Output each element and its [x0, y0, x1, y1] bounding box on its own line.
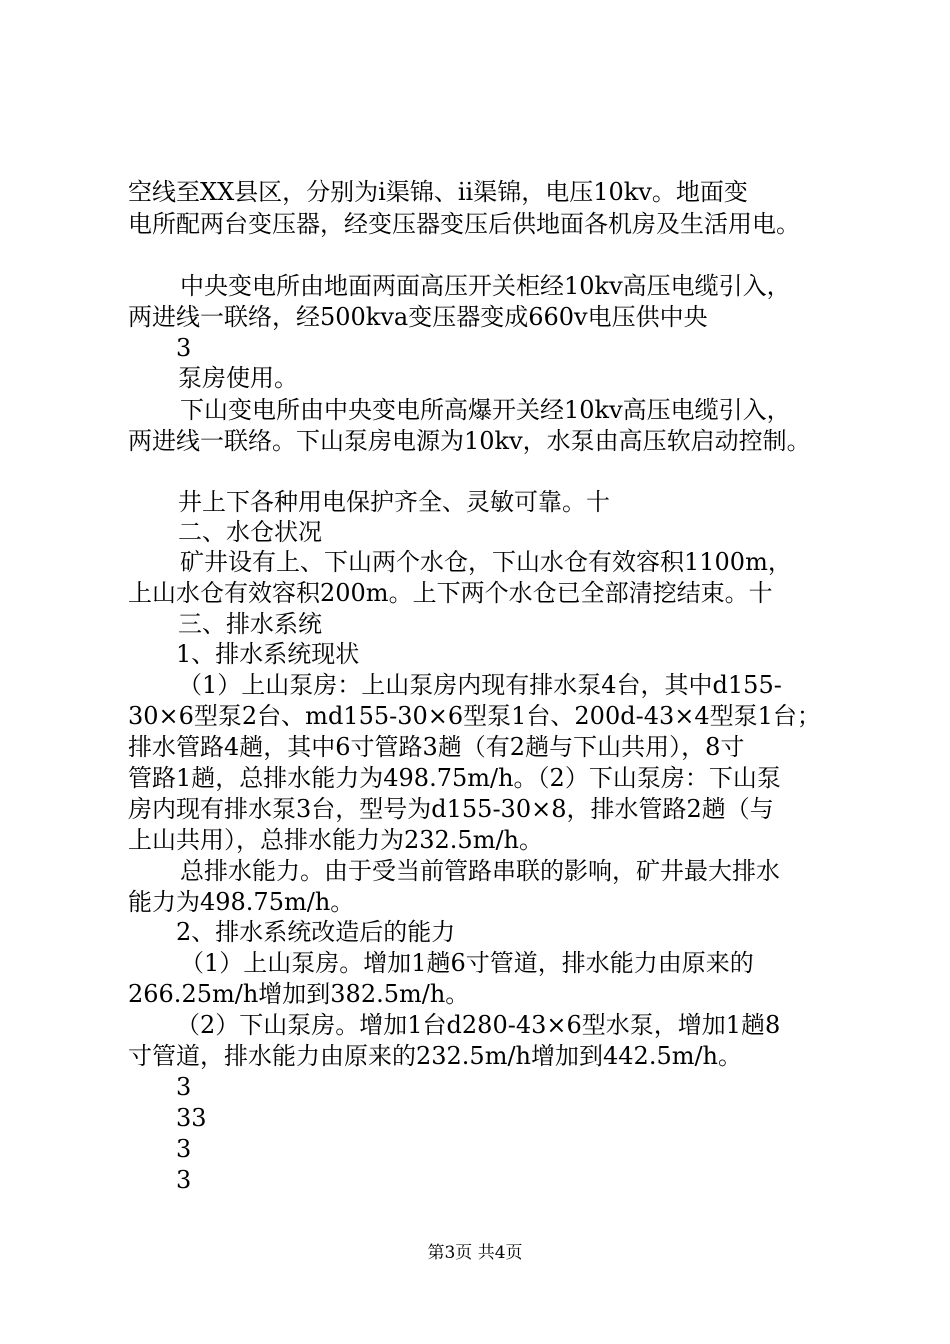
text-line: 3	[176, 1166, 192, 1194]
text-line: 3	[176, 334, 192, 362]
text-line: （1）上山泵房：上山泵房内现有排水泵4台，其中d155-	[178, 671, 782, 699]
section-heading: 三、排水系统	[178, 610, 322, 638]
text-line: 中央变电所由地面两面高压开关柜经10kv高压电缆引入，	[180, 272, 791, 300]
text-line: 两进线一联络。下山泵房电源为10kv，水泵由高压软启动控制。	[128, 427, 811, 455]
text-line: 两进线一联络，经500kva变压器变成660v电压供中央	[128, 303, 708, 331]
text-line: 3	[176, 1135, 192, 1163]
text-line: 30×6型泵2台、md155-30×6型泵1台、200d-43×4型泵1台；	[128, 702, 821, 730]
text-line: 总排水能力。由于受当前管路串联的影响，矿井最大排水	[180, 857, 780, 885]
text-line: 井上下各种用电保护齐全、灵敏可靠。十	[178, 488, 610, 516]
text-line: 空线至XX县区，分别为i渠锦、ii渠锦，电压10kv。地面变	[128, 178, 748, 206]
text-line: 33	[176, 1104, 207, 1132]
text-line: 管路1趟，总排水能力为498.75m/h。（2）下山泵房：下山泵	[128, 764, 781, 792]
text-line: 上山水仓有效容积200m。上下两个水仓已全部清挖结束。十	[128, 579, 773, 607]
text-line: 泵房使用。	[178, 364, 298, 392]
text-line: （1）上山泵房。增加1趟6寸管道，排水能力由原来的	[180, 949, 754, 977]
text-line: （2）下山泵房。增加1台d280-43×6型水泵，增加1趟8	[176, 1011, 781, 1039]
text-line: 房内现有排水泵3台，型号为d155-30×8，排水管路2趟（与	[128, 795, 774, 823]
text-line: 下山变电所由中央变电所高爆开关经10kv高压电缆引入，	[180, 396, 791, 424]
text-line: 矿井设有上、下山两个水仓，下山水仓有效容积1100m，	[180, 548, 792, 576]
subsection-heading: 1、排水系统现状	[176, 640, 360, 668]
text-line: 3	[176, 1073, 192, 1101]
text-line: 寸管道，排水能力由原来的232.5m/h增加到442.5m/h。	[128, 1042, 743, 1070]
text-line: 266.25m/h增加到382.5m/h。	[128, 980, 470, 1008]
subsection-heading: 2、排水系统改造后的能力	[176, 918, 456, 946]
text-line: 电所配两台变压器，经变压器变压后供地面各机房及生活用电。	[128, 210, 800, 238]
section-heading: 二、水仓状况	[178, 518, 322, 546]
text-line: 排水管路4趟，其中6寸管路3趟（有2趟与下山共用），8寸	[128, 733, 745, 761]
page-footer: 第3页 共4页	[427, 1243, 523, 1263]
text-line: 能力为498.75m/h。	[128, 888, 355, 916]
text-line: 上山共用），总排水能力为232.5m/h。	[128, 826, 544, 854]
